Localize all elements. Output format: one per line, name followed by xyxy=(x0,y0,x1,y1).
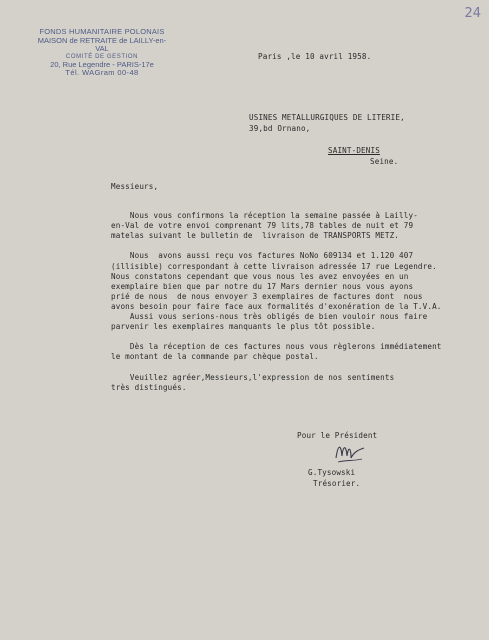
body-line: matelas suivant le bulletin de livraison de TRANSPORTS METZ. xyxy=(111,231,400,241)
body-line: Dès la réception de ces factures nous vous règlerons immédiatement xyxy=(111,342,442,352)
body-line: Nous vous confirmons la réception la semaine passée à Lailly- xyxy=(111,211,418,220)
body-line: Veuillez agréer,Messieurs,l'expression de nos sentiments xyxy=(111,372,395,382)
body-line: exemplaire bien que par notre du 17 Mars dernier nous vous ayons xyxy=(111,281,414,291)
letterhead-line-1: FONDS HUMANITAIRE POLONAIS xyxy=(39,27,165,36)
folio-number: 24 xyxy=(464,6,481,21)
recipient-street: 39,bd Ornano, xyxy=(249,124,311,133)
closing-for-president: Pour le Président xyxy=(297,431,378,440)
letterhead-stamp xyxy=(32,28,172,78)
body-line: Nous avons aussi reçu vos factures NoNo 609134 et 1.120 407 xyxy=(111,251,414,261)
body-line: le montant de la commande par chèque postal. xyxy=(111,352,319,362)
handwritten-signature xyxy=(332,438,368,466)
body-line: prié de nous de nous envoyer 3 exemplaires de factures dont nous xyxy=(111,291,423,301)
body-line: en-Val de votre envoi comprenant 79 lits,78 tables de nuit et 79 xyxy=(111,221,414,231)
letterhead-line-3: COMITÉ DE GESTION xyxy=(65,53,139,60)
body-line: parvenir les exemplaires manquants le plus tôt possible. xyxy=(111,322,376,332)
signatory-title: Trésorier. xyxy=(313,479,361,488)
body-line: très distingués. xyxy=(111,382,187,392)
date-line: Paris ,le 10 avril 1958. xyxy=(258,52,372,61)
body-line: (illisible) correspondant à cette livraison adressée 17 rue Legendre. xyxy=(111,261,437,271)
recipient-dept: Seine. xyxy=(370,157,399,166)
recipient-city: SAINT-DENIS xyxy=(328,146,380,155)
body-line: avons besoin pour faire face aux formalités d'exonération de la T.V.A. xyxy=(111,301,442,311)
body-line: Nous constatons cependant que vous nous les avez envoyées en un xyxy=(111,271,409,281)
letterhead-line-5: Tél. WAGram 00-48 xyxy=(65,68,139,78)
recipient-name: USINES METALLURGIQUES DE LITERIE, xyxy=(249,113,405,122)
letterhead-line-4: 20, Rue Legendre - PARIS-17e xyxy=(50,59,154,69)
salutation: Messieurs, xyxy=(111,182,159,191)
letterhead-line-2: MAISON de RETRAITE de LAILLY-en-VAL xyxy=(37,35,167,54)
body-line: Aussi vous serions-nous très obligés de bien vouloir nous faire xyxy=(111,312,428,321)
signatory-name: G.Tysowski xyxy=(308,468,356,477)
